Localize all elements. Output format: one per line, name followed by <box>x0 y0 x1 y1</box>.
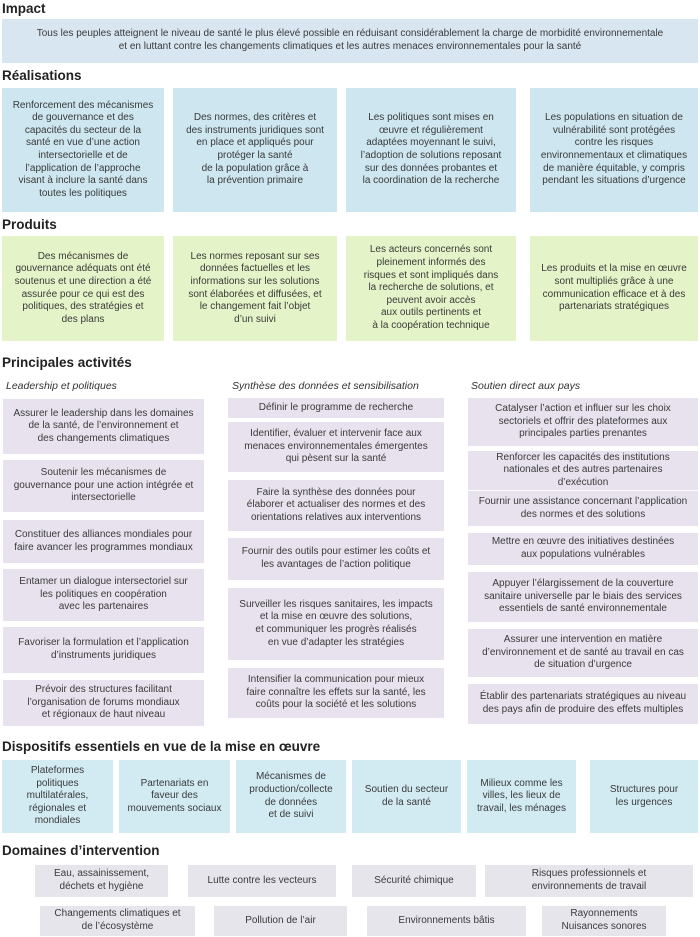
domaine-box-batis: Environnements bâtis <box>367 906 526 936</box>
activite-leadership-5: Favoriser la formulation et l’application d’instruments juridiques <box>3 627 204 673</box>
dispositifs-heading: Dispositifs essentiels en vue de la mise en œuvre <box>2 739 321 754</box>
activite-synthese-4: Fournir des outils pour estimer les coûts et les avantages de l’action politique <box>228 538 444 580</box>
domaine-box-chimique: Sécurité chimique <box>352 865 476 897</box>
activite-synthese-5: Surveiller les risques sanitaires, les impacts et la mise en œuvre des solutions, et communiquer les progrès réalisés en vue d’adapter les stratégies <box>228 588 444 660</box>
dispositif-box-2: Partenariats en faveur des mouvements sociaux <box>119 760 230 833</box>
activite-synthese-3: Faire la synthèse des données pour élaborer et actualiser des normes et des orientations relatives aux interventions <box>228 480 444 531</box>
domaine-box-professionnels: Risques professionnels et environnements de travail <box>485 865 693 897</box>
activite-leadership-3: Constituer des alliances mondiales pour faire avancer les programmes mondiaux <box>3 520 204 563</box>
dispositif-box-3: Mécanismes de production/collecte de données et de suivi <box>236 760 346 833</box>
dispositif-box-1: Plateformes politiques multilatérales, régionales et mondiales <box>2 760 113 833</box>
domaine-box-air: Pollution de l’air <box>214 906 347 936</box>
activite-leadership-2: Soutenir les mécanismes de gouvernance pour une action intégrée et intersectorielle <box>3 460 204 512</box>
impact-box: Tous les peuples atteignent le niveau de santé le plus élevé possible en réduisant considérablement la charge de morbidité environnementale et en luttant contre les changements climatiques et les autres menaces environnementales pour la santé <box>2 19 698 63</box>
produit-box-1: Des mécanismes de gouvernance adéquats ont été soutenus et une direction a été assurée pour ce qui est des politiques, des stratégies et des plans <box>2 236 164 341</box>
activites-column-title-soutien: Soutien direct aux pays <box>471 380 581 392</box>
activites-heading: Principales activités <box>2 355 132 370</box>
produit-box-2: Les normes reposant sur ses données factuelles et les informations sur les solutions sont élaborées et diffusées, et le changement fait l’objet d’un suivi <box>173 236 337 341</box>
activite-leadership-4: Entamer un dialogue intersectoriel sur les politiques en coopération avec les partenaires <box>3 569 204 621</box>
produit-box-4: Les produits et la mise en œuvre sont multipliés grâce à une communication efficace et à des partenariats stratégiques <box>530 236 698 341</box>
domaine-box-eau: Eau, assainissement, déchets et hygiène <box>35 865 168 897</box>
produits-heading: Produits <box>2 217 57 232</box>
activite-soutien-1: Catalyser l’action et influer sur les choix sectoriels et offrir des plateformes aux principales parties prenantes <box>468 398 698 446</box>
activite-soutien-6: Assurer une intervention en matière d’environnement et de santé au travail en cas de situation d’urgence <box>468 629 698 677</box>
domaine-box-rayonnements: Rayonnements Nuisances sonores <box>542 906 666 936</box>
realisation-box-2: Des normes, des critères et des instruments juridiques sont en place et appliqués pour protéger la santé de la population grâce à la prévention primaire <box>173 88 337 212</box>
activite-soutien-3: Fournir une assistance concernant l’application des normes et des solutions <box>468 491 698 526</box>
activite-soutien-7: Établir des partenariats stratégiques au niveau des pays afin de produire des effets multiples <box>468 684 698 724</box>
activite-synthese-2: Identifier, évaluer et intervenir face aux menaces environnementales émergentes qui pèsent sur la santé <box>228 422 444 472</box>
impact-heading: Impact <box>2 1 46 16</box>
domaine-box-climat: Changements climatiques et de l’écosystème <box>40 906 195 936</box>
dispositif-box-6: Structures pour les urgences <box>590 760 698 833</box>
realisation-box-4: Les populations en situation de vulnérabilité sont protégées contre les risques environnementaux et climatiques de manière équitable, y compris pendant les situations d’urgence <box>530 88 698 212</box>
realisation-box-3: Les politiques sont mises en œuvre et régulièrement adaptées moyennant le suivi, l’adoption de solutions reposant sur des données probantes et la coordination de la recherche <box>346 88 516 212</box>
domaines-heading: Domaines d’intervention <box>2 843 160 858</box>
activite-leadership-1: Assurer le leadership dans les domaines de la santé, de l’environnement et des changements climatiques <box>3 399 204 454</box>
activite-soutien-2: Renforcer les capacités des institutions nationales et des autres partenaires d’exécution <box>468 451 698 490</box>
activite-leadership-6: Prévoir des structures facilitant l’organisation de forums mondiaux et régionaux de haut niveau <box>3 680 204 726</box>
dispositif-box-4: Soutien du secteur de la santé <box>352 760 461 833</box>
realisation-box-1: Renforcement des mécanismes de gouvernance et des capacités du secteur de la santé en vue d’une action intersectorielle et de l’application de l’approche visant à inclure la santé dans toutes les politiques <box>2 88 164 212</box>
activites-column-title-synthese: Synthèse des données et sensibilisation <box>232 380 419 392</box>
activites-column-title-leadership: Leadership et politiques <box>6 380 117 392</box>
dispositif-box-5: Milieux comme les villes, les lieux de travail, les ménages <box>467 760 576 833</box>
realisations-heading: Réalisations <box>2 68 82 83</box>
activite-soutien-5: Appuyer l’élargissement de la couverture sanitaire universelle par le biais des services essentiels de santé environnementale <box>468 572 698 622</box>
activite-soutien-4: Mettre en œuvre des initiatives destinées aux populations vulnérables <box>468 533 698 565</box>
activite-synthese-6: Intensifier la communication pour mieux faire connaître les effets sur la santé, les coûts pour la société et les solutions <box>228 668 444 718</box>
produit-box-3: Les acteurs concernés sont pleinement informés des risques et sont impliqués dans la recherche de solutions, et peuvent avoir accès aux outils pertinents et à la coopération technique <box>346 236 516 341</box>
activite-synthese-1: Définir le programme de recherche <box>228 398 444 418</box>
domaine-box-vecteurs: Lutte contre les vecteurs <box>188 865 336 897</box>
